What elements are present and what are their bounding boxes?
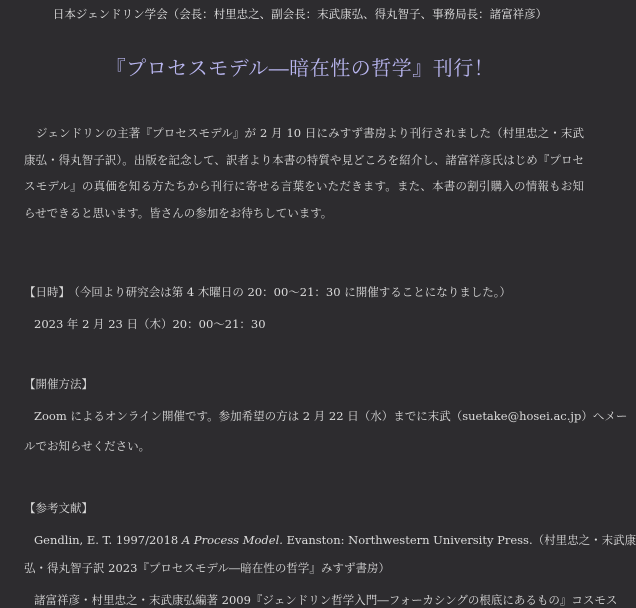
method-label: 【開催方法】	[24, 377, 93, 391]
datetime-label: 【日時】	[24, 285, 70, 299]
reference-1-publisher: Evanston: Northwestern University Press.（村里忠之・末武康	[282, 533, 636, 547]
datetime-value: 2023 年 2 月 23 日（木）20：00～21：30	[34, 317, 266, 331]
references-label: 【参考文献】	[24, 501, 93, 515]
method-line-1: Zoom によるオンライン開催です。参加希望の方は 2 月 22 日（水）までに末武（suetake@hosei.ac.jp）へメー	[34, 409, 628, 423]
intro-paragraph: ジェンドリンの主著『プロセスモデル』が 2 月 10 日にみすず書房より刊行されました（村里忠之・末武康弘・得丸智子訳）。出版を記念して、訳者より本書の特質や見どころを紹介し、諸富祥彦氏はじめ『プロセスモデル』の真価を知る方たちから刊行に寄せる言葉をいただきます。また、本書の割引購入の情報もお知らせできると思います。皆さんの参加をお待ちしています。	[24, 126, 584, 220]
reference-1-authors: Gendlin, E. T. 1997/2018	[34, 533, 182, 547]
reference-1-line-2: 弘・得丸智子訳 2023『プロセスモデル―暗在性の哲学』みすず書房）	[24, 561, 390, 575]
datetime-section	[24, 284, 511, 300]
datetime-note: （今回より研究会は第 4 木曜日の 20：00～21：30 に開催することになりました。）	[74, 285, 511, 299]
page-title: 『プロセスモデル―暗在性の哲学』刊行！	[105, 56, 495, 80]
organization-header: 日本ジェンドリン学会（会長：村里忠之、副会長：末武康弘、得丸智子、事務局長：諸富祥彦）	[52, 7, 548, 21]
method-line-2: ルでお知らせください。	[24, 439, 151, 453]
reference-1-title: A Process Model.	[181, 533, 283, 547]
reference-1	[34, 532, 636, 548]
reference-2: 諸富祥彦・村里忠之・末武康弘編著 2009『ジェンドリン哲学入門―フォーカシングの根底にあるもの』コスモス	[34, 593, 618, 607]
